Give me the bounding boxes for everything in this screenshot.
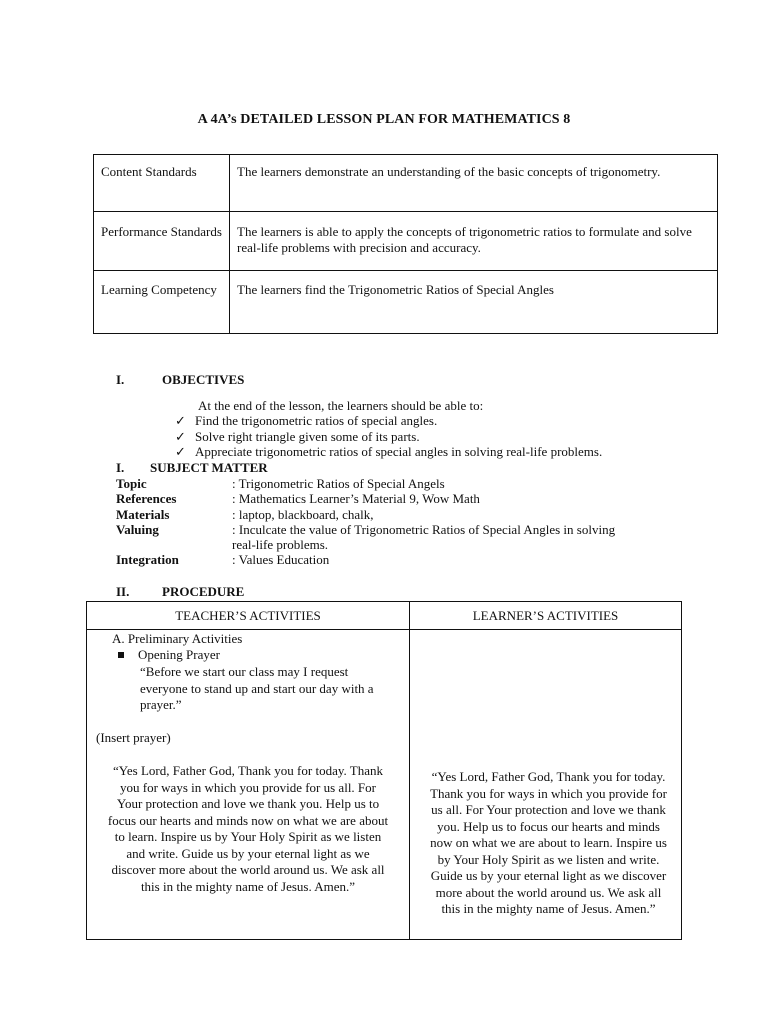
prayer-line: Your protection and love we thank you. Help us to	[116, 796, 380, 811]
objective-text: Find the trigonometric ratios of special angles.	[195, 413, 438, 428]
request-line: everyone to stand up and start our day with a	[140, 680, 374, 696]
request-line: prayer.”	[140, 697, 182, 712]
request-line: “Before we start our class may I request	[140, 664, 349, 679]
subject-key: Topic	[116, 476, 147, 491]
square-bullet-icon	[118, 652, 124, 658]
prayer-line: now on what we are about to learn. Inspire us	[430, 835, 667, 850]
prayer-line: and write. Guide us by your eternal light as we	[126, 845, 370, 861]
subject-value: : Inculcate the value of Trigonometric Ratios of Special Angles in solving	[232, 522, 616, 537]
teacher-prayer-text	[88, 763, 408, 895]
prayer-line: us all. For Your protection and love we thank	[431, 802, 666, 817]
prayer-line: Guide us by your eternal light as we discover	[430, 868, 667, 883]
prayer-line: discover more about the world around us. We ask all	[111, 862, 385, 877]
insert-prayer-note: (Insert prayer)	[96, 730, 171, 745]
page-title: A 4A’s DETAILED LESSON PLAN FOR MATHEMATICS 8	[197, 112, 571, 127]
subject-matter-number: I.	[116, 460, 125, 475]
standards-table	[93, 154, 718, 334]
subject-key: Materials	[116, 507, 170, 522]
request-text	[140, 664, 374, 714]
checkmark-icon: ✓	[175, 444, 186, 459]
content-standards-label: Content Standards	[94, 155, 230, 212]
learner-activities-header: LEARNER’S ACTIVITIES	[410, 602, 682, 630]
prayer-line: to learn. Inspire us by Your Holy Spirit as we listen	[114, 829, 382, 844]
prayer-line: Thank you for ways in which you provide for	[430, 785, 667, 801]
objective-text: Appreciate trigonometric ratios of special angles in solving real-life problems.	[195, 444, 603, 459]
list-item	[175, 444, 602, 459]
objectives-title: OBJECTIVES	[162, 372, 245, 387]
subject-matter-heading: SUBJECT MATTER	[150, 460, 268, 475]
learner-activities-cell	[410, 630, 682, 940]
learning-competency-text: The learners find the Trigonometric Ratios of Special Angles	[230, 271, 718, 334]
objective-text: Solve right triangle given some of its parts.	[195, 429, 420, 444]
prayer-line: “Yes Lord, Father God, Thank you for today.	[431, 769, 666, 784]
prayer-line: this in the mighty name of Jesus. Amen.”	[140, 878, 356, 894]
table-row	[94, 155, 718, 212]
opening-prayer-label: Opening Prayer	[138, 647, 220, 662]
prayer-line: “Yes Lord, Father God, Thank you for today. Thank	[113, 763, 383, 778]
teacher-activities-cell	[87, 630, 410, 940]
procedure-number: II.	[116, 584, 130, 599]
table-row	[94, 212, 718, 271]
prayer-line: you for ways in which you provide for us all. For	[120, 779, 376, 795]
subject-value: : laptop, blackboard, chalk,	[232, 507, 374, 522]
subject-value: : Trigonometric Ratios of Special Angels	[232, 476, 445, 491]
list-item	[118, 647, 220, 664]
prayer-line: this in the mighty name of Jesus. Amen.”	[441, 901, 656, 916]
subject-value: : Values Education	[232, 552, 330, 567]
objectives-intro: At the end of the lesson, the learners should be able to:	[198, 398, 484, 413]
table-row	[87, 630, 682, 940]
learner-prayer-text	[411, 769, 686, 918]
checkmark-icon: ✓	[175, 429, 186, 444]
subject-key: Valuing	[116, 522, 159, 537]
subject-value: real-life problems.	[232, 537, 329, 552]
subject-key: Integration	[116, 552, 179, 567]
table-row	[94, 271, 718, 334]
objectives-number: I.	[116, 372, 125, 387]
content-standards-text: The learners demonstrate an understanding of the basic concepts of trigonometry.	[230, 155, 718, 212]
prayer-line: focus our hearts and minds now on what we are about	[107, 812, 389, 828]
teacher-activities-header: TEACHER’S ACTIVITIES	[87, 602, 410, 630]
checkmark-icon: ✓	[175, 413, 186, 428]
procedure-heading: PROCEDURE	[162, 584, 245, 599]
list-item	[175, 413, 437, 428]
procedure-table	[86, 601, 682, 940]
performance-standards-text: The learners is able to apply the concepts of trigonometric ratios to formulate and solve real-life problems with precision and accuracy.	[230, 212, 718, 271]
list-item	[175, 429, 420, 444]
subject-key: References	[116, 491, 177, 506]
prayer-line: you. Help us to focus our hearts and minds	[437, 818, 660, 834]
prayer-line: more about the world around us. We ask all	[435, 884, 662, 900]
objectives-heading	[116, 372, 124, 388]
prayer-line: by Your Holy Spirit as we listen and write.	[437, 851, 660, 867]
learning-competency-label: Learning Competency	[94, 271, 230, 334]
performance-standards-label: Performance Standards	[94, 212, 230, 271]
table-header-row	[87, 602, 682, 630]
preliminary-activities-label: A. Preliminary Activities	[112, 631, 243, 646]
subject-value: : Mathematics Learner’s Material 9, Wow Math	[232, 491, 480, 506]
